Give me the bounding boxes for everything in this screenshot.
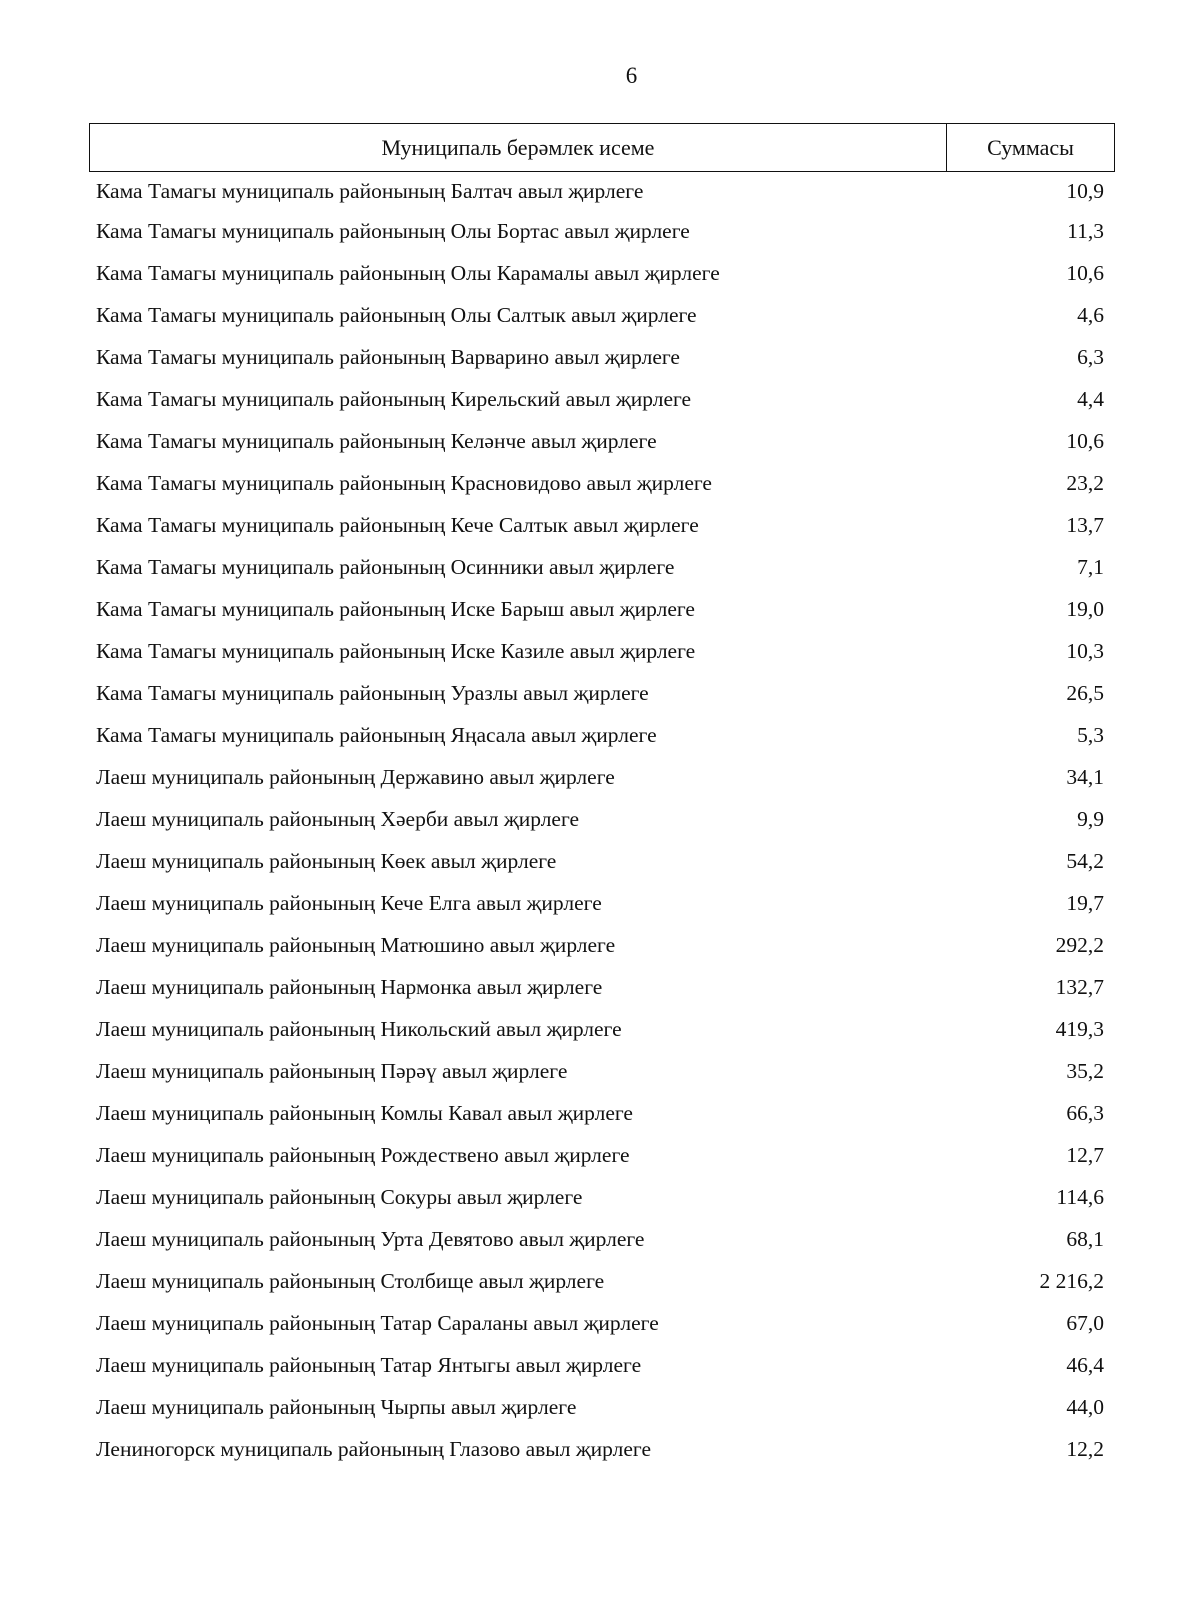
amount-value: 13,7 — [1066, 512, 1104, 537]
municipality-name: Лаеш муниципаль районының Пәрәү авыл җирлеге — [96, 1058, 568, 1083]
table-row — [96, 1050, 1104, 1092]
amount-value: 10,6 — [1066, 428, 1104, 453]
amount-value: 132,7 — [1055, 974, 1104, 999]
amount-value: 35,2 — [1066, 1058, 1104, 1083]
municipality-name: Кама Тамагы муниципаль районының Кирельский авыл җирлеге — [96, 386, 692, 411]
amount-value: 46,4 — [1066, 1352, 1104, 1377]
column-header-name: Муниципаль берәмлек исеме — [90, 124, 947, 171]
amount-value: 67,0 — [1066, 1310, 1104, 1335]
municipality-name: Лаеш муниципаль районының Чырпы авыл җирлеге — [96, 1394, 577, 1419]
municipality-name: Лаеш муниципаль районының Державино авыл җирлеге — [96, 764, 615, 789]
municipality-name: Лаеш муниципаль районының Никольский авыл җирлеге — [96, 1016, 622, 1041]
municipality-name: Кама Тамагы муниципаль районының Олы Салтык авыл җирлеге — [96, 302, 697, 327]
page-number: 6 — [625, 63, 638, 88]
amount-value: 34,1 — [1066, 764, 1104, 789]
column-header-sum: Суммасы — [987, 134, 1074, 160]
table-row — [96, 1092, 1104, 1134]
amount-value: 26,5 — [1066, 680, 1104, 705]
municipality-name: Кама Тамагы муниципаль районының Яңасала авыл җирлеге — [96, 722, 657, 747]
municipality-name: Лаеш муниципаль районының Хәерби авыл җирлеге — [96, 806, 580, 831]
table-row — [96, 1428, 1104, 1470]
municipality-name: Лаеш муниципаль районының Татар Янтыгы авыл җирлеге — [96, 1352, 642, 1377]
amount-value: 4,6 — [1077, 302, 1104, 327]
amount-value: 7,1 — [1077, 554, 1104, 579]
table-row — [96, 966, 1104, 1008]
municipality-name: Кама Тамагы муниципаль районының Иске Барыш авыл җирлеге — [96, 596, 695, 621]
amount-value: 12,7 — [1066, 1142, 1104, 1167]
table-row — [96, 546, 1104, 588]
amount-value: 6,3 — [1077, 344, 1104, 369]
amount-value: 10,3 — [1066, 638, 1104, 663]
municipality-name: Кама Тамагы муниципаль районының Кече Салтык авыл җирлеге — [96, 512, 699, 537]
table-row — [96, 672, 1104, 714]
table-row — [96, 1218, 1104, 1260]
amount-value: 5,3 — [1077, 722, 1104, 747]
municipality-name: Лаеш муниципаль районының Матюшино авыл җирлеге — [96, 932, 616, 957]
table-row — [96, 378, 1104, 420]
municipality-name: Кама Тамагы муниципаль районының Келәнче авыл җирлеге — [96, 428, 657, 453]
table-row — [96, 882, 1104, 924]
municipality-name: Лаеш муниципаль районының Столбище авыл җирлеге — [96, 1268, 605, 1293]
amount-value: 66,3 — [1066, 1100, 1104, 1125]
table-row — [96, 252, 1104, 294]
municipality-name: Кама Тамагы муниципаль районының Варварино авыл җирлеге — [96, 344, 680, 369]
municipality-name: Лаеш муниципаль районының Рождествено авыл җирлеге — [96, 1142, 630, 1167]
table-row — [96, 1176, 1104, 1218]
municipality-name: Кама Тамагы муниципаль районының Иске Казиле авыл җирлеге — [96, 638, 696, 663]
amount-value: 292,2 — [1055, 932, 1104, 957]
table-row — [96, 1302, 1104, 1344]
table-header — [89, 123, 1115, 172]
municipality-name: Лаеш муниципаль районының Сокуры авыл җирлеге — [96, 1184, 583, 1209]
municipality-name: Лаеш муниципаль районының Урта Девятово авыл җирлеге — [96, 1226, 645, 1251]
table-row — [96, 714, 1104, 756]
amount-value: 10,6 — [1066, 260, 1104, 285]
table-row — [96, 1134, 1104, 1176]
table-row — [96, 172, 1104, 210]
table-row — [96, 1260, 1104, 1302]
table-row — [96, 462, 1104, 504]
table-body — [96, 172, 1104, 1470]
municipality-name: Лаеш муниципаль районының Көек авыл җирлеге — [96, 848, 557, 873]
municipality-name: Кама Тамагы муниципаль районының Олы Бортас авыл җирлеге — [96, 218, 690, 243]
table-row — [96, 336, 1104, 378]
table-row — [96, 420, 1104, 462]
amount-value: 4,4 — [1077, 386, 1104, 411]
amount-value: 419,3 — [1055, 1016, 1104, 1041]
municipality-name: Кама Тамагы муниципаль районының Уразлы авыл җирлеге — [96, 680, 649, 705]
amount-value: 44,0 — [1066, 1394, 1104, 1419]
municipality-name: Лаеш муниципаль районының Комлы Кавал авыл җирлеге — [96, 1100, 633, 1125]
amount-value: 114,6 — [1056, 1184, 1104, 1209]
municipality-name: Лаеш муниципаль районының Татар Сараланы авыл җирлеге — [96, 1310, 659, 1335]
municipality-name: Лаеш муниципаль районының Нармонка авыл җирлеге — [96, 974, 603, 999]
table-row — [96, 1008, 1104, 1050]
amount-value: 11,3 — [1067, 218, 1104, 243]
table-row — [96, 840, 1104, 882]
table-row — [96, 798, 1104, 840]
table-row — [96, 588, 1104, 630]
municipality-name: Кама Тамагы муниципаль районының Осинники авыл җирлеге — [96, 554, 675, 579]
table-row — [96, 1344, 1104, 1386]
municipality-name: Лениногорск муниципаль районының Глазово авыл җирлеге — [96, 1436, 652, 1461]
amount-value: 9,9 — [1077, 806, 1104, 831]
table-row — [96, 1386, 1104, 1428]
amount-value: 68,1 — [1066, 1226, 1104, 1251]
table-row — [96, 924, 1104, 966]
amount-value: 2 216,2 — [1039, 1268, 1104, 1293]
amount-value: 10,9 — [1066, 178, 1104, 203]
municipality-name: Лаеш муниципаль районының Кече Елга авыл җирлеге — [96, 890, 602, 915]
amount-value: 19,0 — [1066, 596, 1104, 621]
table-row — [96, 630, 1104, 672]
amount-value: 54,2 — [1066, 848, 1104, 873]
municipality-name: Кама Тамагы муниципаль районының Балтач авыл җирлеге — [96, 178, 644, 203]
amount-value: 12,2 — [1066, 1436, 1104, 1461]
amount-value: 23,2 — [1066, 470, 1104, 495]
table-row — [96, 294, 1104, 336]
municipality-name: Кама Тамагы муниципаль районының Олы Карамалы авыл җирлеге — [96, 260, 720, 285]
table-row — [96, 210, 1104, 252]
municipality-name: Кама Тамагы муниципаль районының Красновидово авыл җирлеге — [96, 470, 712, 495]
table-row — [96, 504, 1104, 546]
table-row — [96, 756, 1104, 798]
amount-value: 19,7 — [1066, 890, 1104, 915]
